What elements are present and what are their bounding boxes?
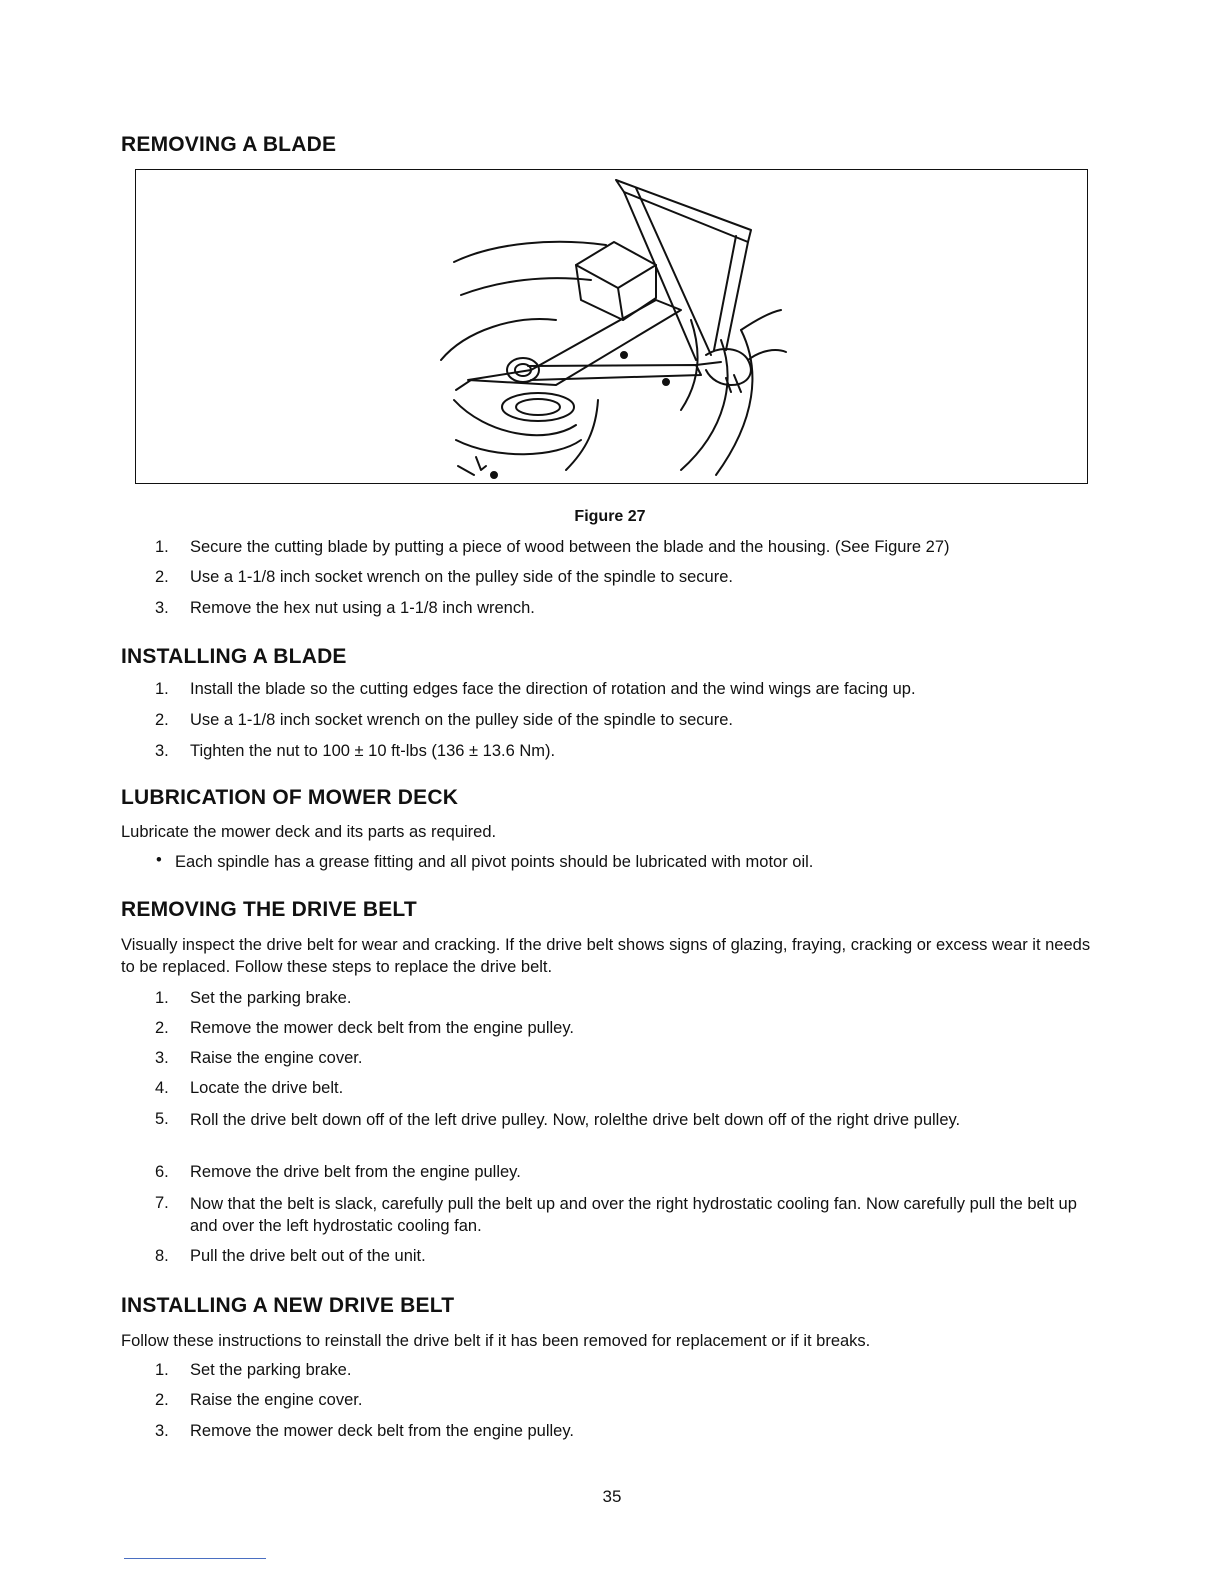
step-number: 8. [155, 1247, 169, 1265]
step-text: Roll the drive belt down off of the left drive pulley. Now, rolelthe drive belt down off of the right drive pulley. [190, 1111, 961, 1129]
step-number: 2. [155, 1019, 169, 1037]
page-number: 35 [602, 1487, 622, 1506]
blade-removal-illustration [136, 170, 1089, 485]
step-number: 6. [155, 1163, 169, 1181]
step-text: Locate the drive belt. [190, 1079, 344, 1097]
step-number: 1. [155, 680, 169, 698]
step-number: 2. [155, 568, 169, 586]
step-text: Remove the mower deck belt from the engine pulley. [190, 1422, 574, 1440]
footer-rule [124, 1558, 266, 1559]
bullet-symbol: • [156, 851, 162, 869]
heading-removing-blade: REMOVING A BLADE [121, 133, 337, 156]
step-text: Set the parking brake. [190, 989, 352, 1007]
step-text: Raise the engine cover. [190, 1391, 363, 1409]
figure-caption: Figure 27 [574, 508, 646, 525]
step-text: Remove the hex nut using a 1-1/8 inch wrench. [190, 599, 535, 617]
step-text: Use a 1-1/8 inch socket wrench on the pulley side of the spindle to secure. [190, 711, 733, 729]
step-text: Set the parking brake. [190, 1361, 352, 1379]
step-text: Remove the drive belt from the engine pulley. [190, 1163, 521, 1181]
step-number: 1. [155, 538, 169, 556]
step-number: 1. [155, 989, 169, 1007]
step-text: Raise the engine cover. [190, 1049, 363, 1067]
step-text: Tighten the nut to 100 ± 10 ft-lbs (136 ± 13.6 Nm). [190, 742, 556, 760]
step-number: 2. [155, 1391, 169, 1409]
step-text: Secure the cutting blade by putting a piece of wood between the blade and the housing. (See Figure 27) [190, 538, 950, 556]
heading-lubrication: LUBRICATION OF MOWER DECK [121, 786, 459, 809]
heading-removing-drive-belt: REMOVING THE DRIVE BELT [121, 898, 417, 921]
heading-installing-drive-belt: INSTALLING A NEW DRIVE BELT [121, 1294, 455, 1317]
step-text: Use a 1-1/8 inch socket wrench on the pulley side of the spindle to secure. [190, 568, 733, 586]
lubrication-bullet-text: Each spindle has a grease fitting and all pivot points should be lubricated with motor oil. [175, 853, 814, 871]
step-number: 5. [155, 1110, 169, 1128]
lubrication-intro: Lubricate the mower deck and its parts as required. [121, 823, 497, 841]
step-number: 3. [155, 1049, 169, 1067]
step-number: 4. [155, 1079, 169, 1097]
step-text: Now that the belt is slack, carefully pull the belt up and over the right hydrostatic cooling fan. Now carefully pull the belt up and over the left hydrostatic cooling fan. [190, 1195, 1077, 1235]
step-number: 3. [155, 599, 169, 617]
step-number: 3. [155, 1422, 169, 1440]
step-number: 1. [155, 1361, 169, 1379]
heading-installing-blade: INSTALLING A BLADE [121, 645, 347, 668]
removing-belt-intro: Visually inspect the drive belt for wear and cracking. If the drive belt shows signs of glazing, fraying, cracking or excess wear it needs to be replaced. Follow these steps to replace the drive belt. [121, 936, 1091, 976]
installing-belt-intro: Follow these instructions to reinstall the drive belt if it has been removed for replacement or if it breaks. [121, 1332, 871, 1350]
step-number: 7. [155, 1194, 169, 1212]
step-number: 2. [155, 711, 169, 729]
step-number: 3. [155, 742, 169, 760]
step-text: Install the blade so the cutting edges face the direction of rotation and the wind wings are facing up. [190, 680, 916, 698]
step-text: Remove the mower deck belt from the engine pulley. [190, 1019, 574, 1037]
step-text: Pull the drive belt out of the unit. [190, 1247, 426, 1265]
figure-27-frame [135, 169, 1088, 484]
